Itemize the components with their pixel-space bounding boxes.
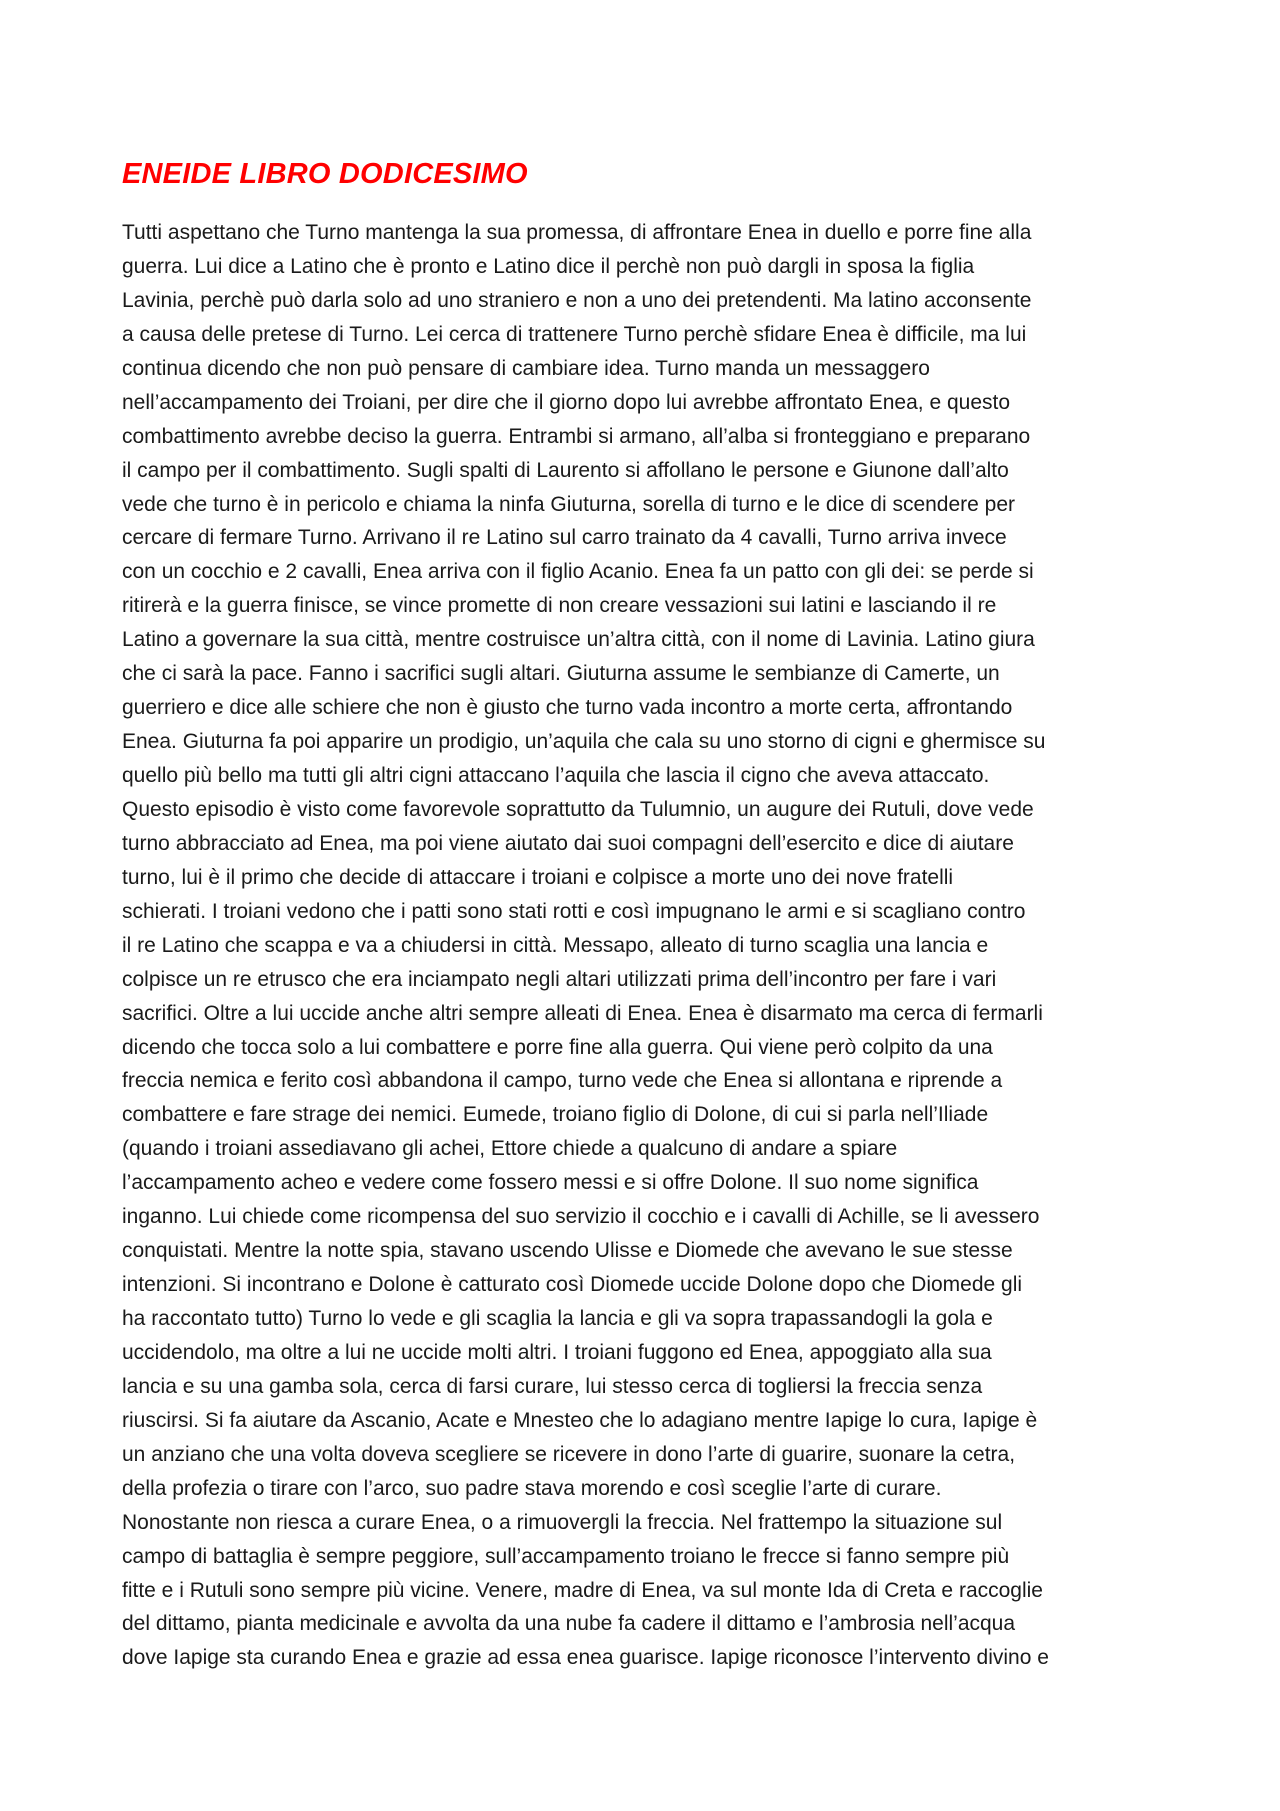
body-text-line: combattere e fare strage dei nemici. Eumede, troiano figlio di Dolone, di cui si parla nell’Iliade	[122, 1103, 989, 1127]
body-text-line: freccia nemica e ferito così abbandona il campo, turno vede che Enea si allontana e riprende a	[122, 1069, 1003, 1093]
body-text-line: dicendo che tocca solo a lui combattere e porre fine alla guerra. Qui viene però colpito da una	[122, 1035, 993, 1059]
body-text-line: che ci sarà la pace. Fanno i sacrifici sugli altari. Giuturna assume le sembianze di Camerte, un	[122, 662, 1000, 686]
body-text-line: ha raccontato tutto) Turno lo vede e gli scaglia la lancia e gli va sopra trapassandogli la gola e	[122, 1307, 993, 1330]
body-text-line: combattimento avrebbe deciso la guerra. Entrambi si armano, all’alba si fronteggiano e preparano	[122, 424, 1031, 448]
body-text-line: Nonostante non riesca a curare Enea, o a rimuovergli la freccia. Nel frattempo la situazione sul	[122, 1510, 1003, 1534]
body-text-line: schierati. I troiani vedono che i patti sono stati rotti e così impugnano le armi e si scagliano contro	[122, 899, 1026, 923]
body-text-line: nell’accampamento dei Troiani, per dire che il giorno dopo lui avrebbe affrontato Enea, e questo	[122, 390, 1011, 414]
body-text-line: con un cocchio e 2 cavalli, Enea arriva con il figlio Acanio. Enea fa un patto con gli dei: se perde si	[122, 560, 1034, 584]
body-text-line: riuscirsi. Si fa aiutare da Ascanio, Acate e Mnesteo che lo adagiano mentre Iapige lo cura, Iapige è	[122, 1408, 1038, 1432]
body-text-line: vede che turno è in pericolo e chiama la ninfa Giuturna, sorella di turno e le dice di scendere per	[122, 492, 1016, 516]
body-text-line: Latino a governare la sua città, mentre costruisce un’altra città, con il nome di Lavinia. Latino giura	[122, 628, 1035, 652]
body-text-line: uccidendolo, ma oltre a lui ne uccide molti altri. I troiani fuggono ed Enea, appoggiato alla sua	[122, 1340, 992, 1364]
body-text-line: conquistati. Mentre la notte spia, stavano uscendo Ulisse e Diomede che avevano le sue stesse	[122, 1239, 1013, 1263]
body-text-line: campo di battaglia è sempre peggiore, sull’accampamento troiano le frecce si fanno sempre più	[122, 1544, 1010, 1568]
body-text-line: guerriero e dice alle schiere che non è giusto che turno vada incontro a morte certa, affrontando	[122, 696, 1013, 720]
body-text-line: dove Iapige sta curando Enea e grazie ad essa enea guarisce. Iapige riconosce l’intervento divino e	[122, 1646, 1049, 1670]
body-text-line: continua dicendo che non può pensare di cambiare idea. Turno manda un messaggero	[122, 356, 930, 380]
body-text-line: turno abbracciato ad Enea, ma poi viene aiutato dai suoi compagni dell’esercito e dice di aiutare	[122, 831, 1014, 855]
body-text-line: inganno. Lui chiede come ricompensa del suo servizio il cocchio e i cavalli di Achille, se li avessero	[122, 1205, 1040, 1229]
body-text-line: quello più bello ma tutti gli altri cigni attaccano l’aquila che lascia il cigno che aveva attaccato.	[122, 764, 990, 787]
body-text-line: cercare di fermare Turno. Arrivano il re Latino sul carro trainato da 4 cavalli, Turno arriva invece	[122, 526, 1007, 550]
body-text-line: Questo episodio è visto come favorevole soprattutto da Tulumnio, un augure dei Rutuli, dove vede	[122, 797, 1034, 821]
document-body	[122, 216, 1172, 1675]
body-text-line: fitte e i Rutuli sono sempre più vicine. Venere, madre di Enea, va sul monte Ida di Creta e raccoglie	[122, 1578, 1043, 1602]
body-text-line: colpisce un re etrusco che era inciampato negli altari utilizzati prima dell’incontro per fare i vari	[122, 967, 997, 991]
body-text-line: turno, lui è il primo che decide di attaccare i troiani e colpisce a morte uno dei nove fratelli	[122, 865, 954, 889]
body-text-line: il re Latino che scappa e va a chiudersi in città. Messapo, alleato di turno scaglia una lancia e	[122, 933, 989, 957]
body-text-line: del dittamo, pianta medicinale e avvolta da una nube fa cadere il dittamo e l’ambrosia nell’acqua	[122, 1612, 1016, 1636]
body-text-line: il campo per il combattimento. Sugli spalti di Laurento si affollano le persone e Giunone dall’alto	[122, 458, 1009, 482]
body-text-line: Enea. Giuturna fa poi apparire un prodigio, un’aquila che cala su uno storno di cigni e ghermisce su	[122, 730, 1046, 754]
body-text-line: Tutti aspettano che Turno mantenga la sua promessa, di affrontare Enea in duello e porre fine alla	[122, 221, 1032, 244]
document-title: ENEIDE LIBRO DODICESIMO	[122, 158, 528, 190]
body-text-line: guerra. Lui dice a Latino che è pronto e Latino dice il perchè non può dargli in sposa la figlia	[122, 254, 975, 278]
body-text-line: ritirerà e la guerra finisce, se vince promette di non creare vessazioni sui latini e lasciando il re	[122, 594, 997, 618]
body-text-line: un anziano che una volta doveva scegliere se ricevere in dono l’arte di guarire, suonare la cetra,	[122, 1442, 1016, 1466]
body-text-line: della profezia o tirare con l’arco, suo padre stava morendo e così sceglie l’arte di curare.	[122, 1476, 942, 1500]
body-text-line: Lavinia, perchè può darla solo ad uno straniero e non a uno dei pretendenti. Ma latino acconsente	[122, 288, 1032, 312]
body-text-line: l’accampamento acheo e vedere come fossero messi e si offre Dolone. Il suo nome significa	[122, 1171, 979, 1195]
body-text-line: lancia e su una gamba sola, cerca di farsi curare, lui stesso cerca di togliersi la freccia senza	[122, 1374, 983, 1398]
body-text-line: sacrifici. Oltre a lui uccide anche altri sempre alleati di Enea. Enea è disarmato ma cerca di fermarli	[122, 1001, 1043, 1025]
body-text-line: intenzioni. Si incontrano e Dolone è catturato così Diomede uccide Dolone dopo che Diomede gli	[122, 1273, 1023, 1297]
body-text-line: a causa delle pretese di Turno. Lei cerca di trattenere Turno perchè sfidare Enea è difficile, ma lui	[122, 322, 1027, 346]
body-text-line: (quando i troiani assediavano gli achei, Ettore chiede a qualcuno di andare a spiare	[122, 1137, 898, 1161]
